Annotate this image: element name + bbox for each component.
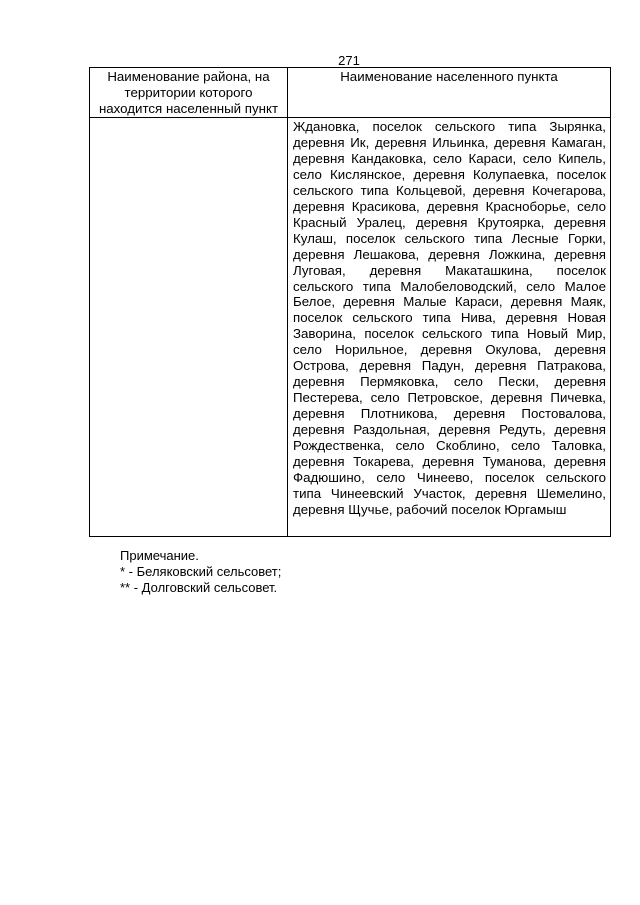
district-cell bbox=[90, 118, 288, 537]
header-district: Наименование района, на территории которого находится населенный пункт bbox=[90, 68, 288, 118]
note-block bbox=[120, 548, 281, 596]
settlements-cell: Ждановка, поселок сельского типа Зырянка, деревня Ик, деревня Ильинка, деревня Камаган, деревня Кандаковка, село Караси, село Кипель, село Кислянское, деревня Колупаевка, поселок сельского типа Кольцевой, деревня Кочегарова, деревня Красикова, деревня Красноборье, село Красный Уралец, деревня Крутоярка, деревня Кулаш, поселок сельского типа Лесные Горки, деревня Лешакова, деревня Ложкина, деревня Луговая, деревня Макаташкина, поселок сельского типа Малобеловодский, село Малое Белое, деревня Малые Караси, деревня Маяк, поселок сельского типа Нива, деревня Новая Заворина, поселок сельского типа Новый Мир, село Норильное, деревня Окулова, деревня Острова, деревня Падун, деревня Патракова, деревня Пермяковка, село Пески, деревня Пестерева, село Петровское, деревня Пичевка, деревня Плотникова, деревня Постовалова, деревня Раздольная, деревня Редуть, деревня Рождественка, село Скоблино, село Таловка, деревня Токарева, деревня Туманова, деревня Фадюшино, село Чинеево, поселок сельского типа Чинеевский Участок, деревня Шемелино, деревня Щучье, рабочий поселок Юргамыш bbox=[288, 118, 611, 537]
table-row bbox=[90, 118, 611, 537]
table-header-row bbox=[90, 68, 611, 118]
settlements-table bbox=[89, 67, 611, 537]
header-settlement: Наименование населенного пункта bbox=[288, 68, 611, 118]
note-item-2: ** - Долговский сельсовет. bbox=[120, 580, 278, 595]
page-number: 271 bbox=[338, 53, 360, 68]
note-title: Примечание. bbox=[120, 548, 199, 563]
note-item-1: * - Беляковский сельсовет; bbox=[120, 564, 282, 579]
